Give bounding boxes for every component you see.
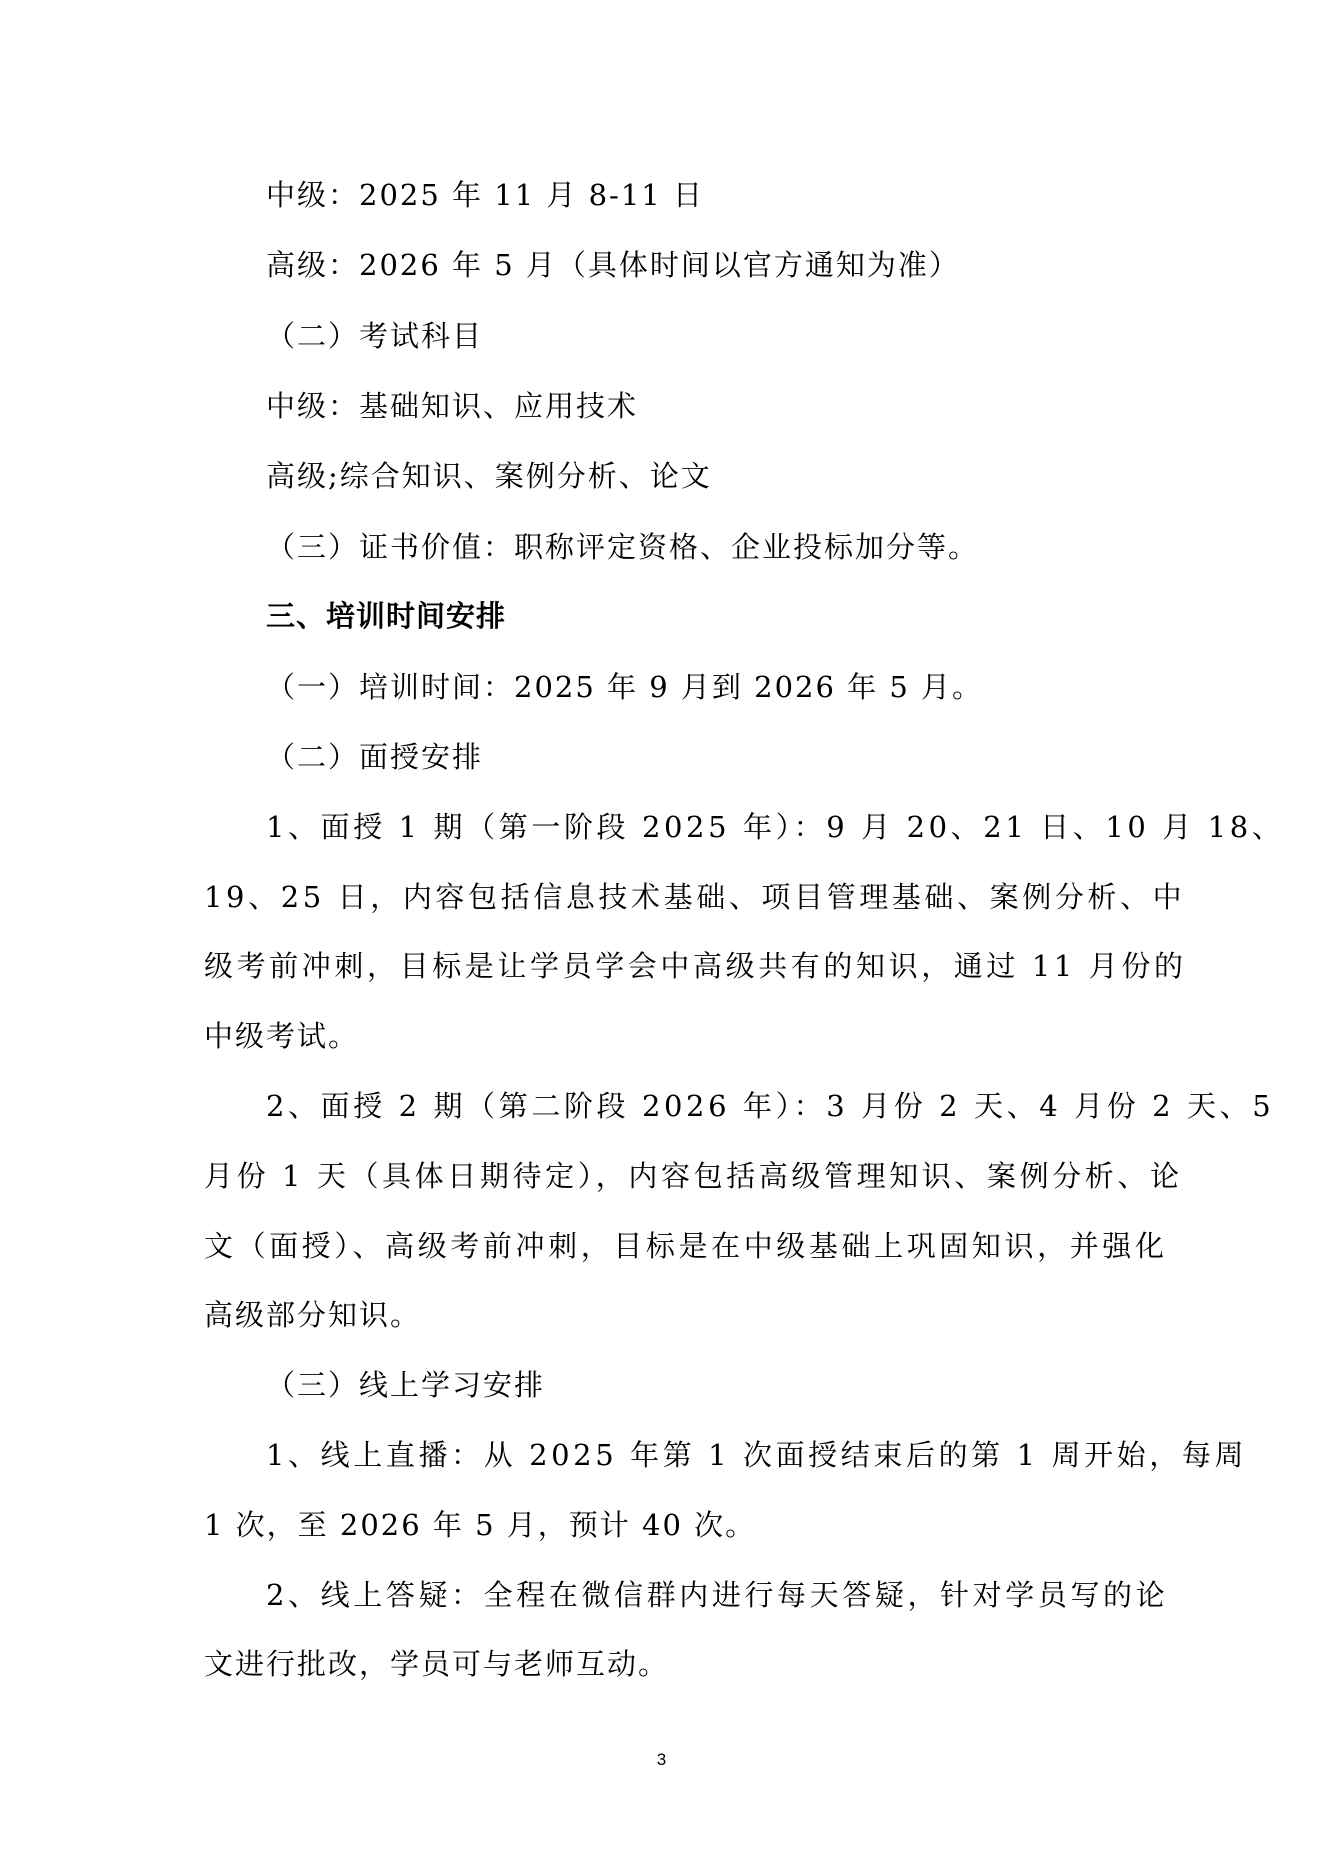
page-number: 3 (656, 1750, 667, 1769)
paragraph-session1-line1: 1、面授 1 期（第一阶段 2025 年）：9 月 20、21 日、10 月 18、 (266, 810, 1285, 844)
exam-date-advanced: 高级：2026 年 5 月（具体时间以官方通知为准） (266, 248, 960, 282)
exam-date-intermediate: 中级：2025 年 11 月 8-11 日 (266, 178, 704, 212)
subjects-intermediate: 中级：基础知识、应用技术 (266, 389, 639, 423)
paragraph-qa-line2: 文进行批改，学员可与老师互动。 (204, 1647, 670, 1681)
paragraph-session2-line4: 高级部分知识。 (204, 1298, 422, 1332)
subheading-online-learning: （三）线上学习安排 (266, 1368, 546, 1402)
subheading-certificate-value: （三）证书价值：职称评定资格、企业投标加分等。 (266, 530, 980, 564)
paragraph-session1-line2: 19、25 日，内容包括信息技术基础、项目管理基础、案例分析、中 (204, 880, 1186, 914)
paragraph-session2-line1: 2、面授 2 期（第二阶段 2026 年）：3 月份 2 天、4 月份 2 天、5 (266, 1089, 1275, 1123)
paragraph-qa-line1: 2、线上答疑：全程在微信群内进行每天答疑，针对学员写的论 (266, 1578, 1169, 1612)
paragraph-live-line2: 1 次，至 2026 年 5 月，预计 40 次。 (204, 1508, 757, 1542)
paragraph-session1-line3: 级考前冲刺，目标是让学员学会中高级共有的知识，通过 11 月份的 (204, 949, 1187, 983)
paragraph-session2-line3: 文（面授）、高级考前冲刺，目标是在中级基础上巩固知识，并强化 (204, 1229, 1168, 1263)
training-period: （一）培训时间：2025 年 9 月到 2026 年 5 月。 (266, 670, 984, 704)
subheading-exam-subjects: （二）考试科目 (266, 319, 484, 353)
subheading-in-person-schedule: （二）面授安排 (266, 740, 484, 774)
subjects-advanced: 高级;综合知识、案例分析、论文 (266, 459, 712, 493)
section-heading-training-schedule: 三、培训时间安排 (266, 599, 507, 633)
paragraph-live-line1: 1、线上直播：从 2025 年第 1 次面授结束后的第 1 周开始，每周 (266, 1438, 1248, 1472)
paragraph-session1-line4: 中级考试。 (204, 1019, 360, 1053)
paragraph-session2-line2: 月份 1 天（具体日期待定），内容包括高级管理知识、案例分析、论 (204, 1159, 1183, 1193)
